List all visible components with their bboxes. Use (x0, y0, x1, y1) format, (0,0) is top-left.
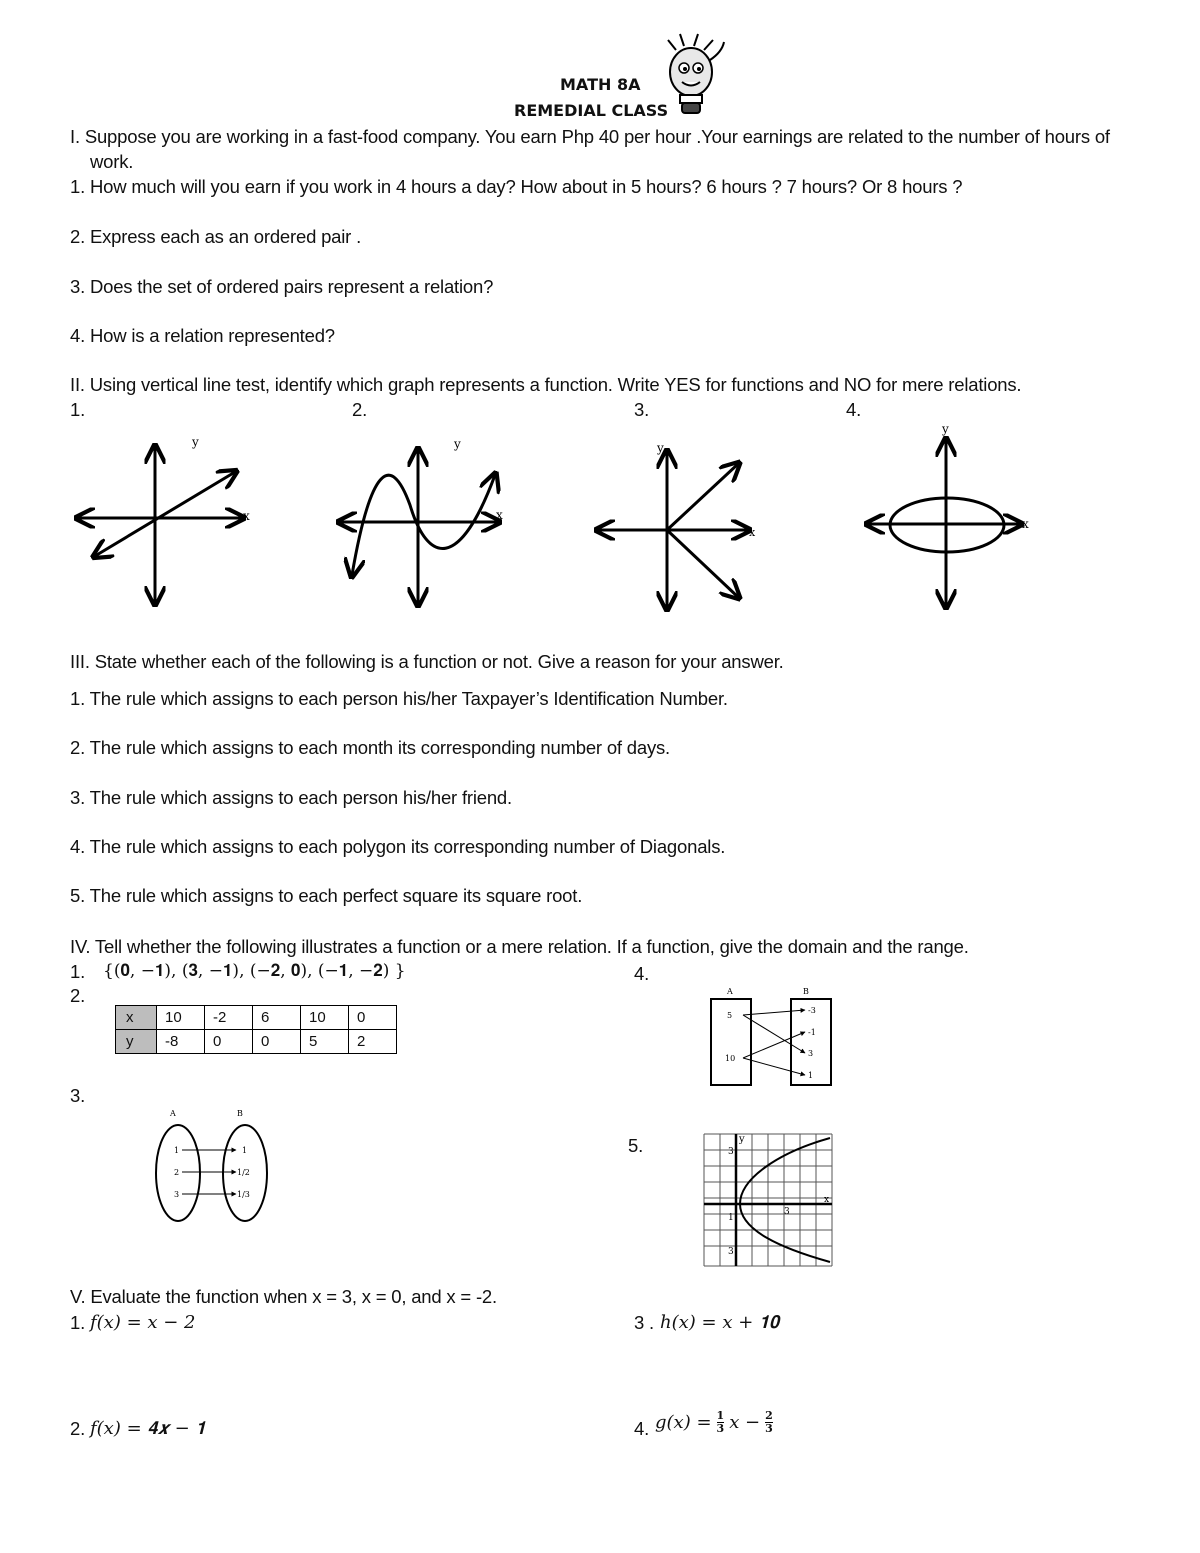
part1-intro-continued: work. (90, 151, 134, 172)
graph-5-x-label: x (824, 1195, 830, 1205)
function-4 (655, 1410, 773, 1435)
mapping-3-domain: 1 (174, 1146, 180, 1155)
table-cell: -8 (157, 1030, 205, 1054)
fraction-numerator: 1 (716, 1409, 725, 1422)
function-1: 𝑓(𝑥) = 𝑥 − 2 (90, 1312, 196, 1333)
part5-instruction: V. Evaluate the function when x = 3, x = 0, and x = -2. (70, 1286, 497, 1307)
graph-label-2: 2. (352, 399, 368, 420)
part3-item-1: 1. The rule which assigns to each person his/her Taxpayer’s Identification Number. (70, 688, 728, 709)
graph-3-absolute-value (598, 441, 756, 608)
mapping-4-range: 3 (808, 1049, 814, 1058)
function-2: 𝑓(𝑥) = 𝟒𝒙 − 𝟏 (90, 1418, 206, 1439)
graph-5-tick-label: 1 (728, 1213, 734, 1223)
mapping-4-range: 1 (808, 1071, 814, 1080)
table-row (116, 1006, 397, 1030)
table-y-header: y (116, 1030, 157, 1054)
fraction (717, 1410, 725, 1435)
function-4-mid: 𝑥 − (729, 1412, 761, 1433)
part1-intro: I. Suppose you are working in a fast-food company. You earn Php 40 per hour .Your earnings are related to the number of hours of (70, 126, 1110, 147)
table-cell: 5 (301, 1030, 349, 1054)
graph-2-x-label: x (496, 508, 503, 522)
page-subtitle: REMEDIAL CLASS (514, 101, 669, 120)
table-cell: 10 (157, 1006, 205, 1030)
graph-label-3: 3. (634, 399, 650, 420)
graph-5-tick-label: 3 (728, 1147, 734, 1157)
part4-item-4-label: 4. (634, 963, 650, 984)
page-title: MATH 8A (560, 75, 641, 94)
graph-3-y-label: y (657, 441, 664, 455)
parabola-grid-graph-5 (700, 1130, 840, 1270)
mapping-3-domain: 3 (174, 1190, 180, 1199)
graph-1-y-label: y (192, 435, 199, 449)
part4-item-1-set: {(𝟎, −𝟏), (𝟑, −𝟏), (−𝟐, 𝟎), (−𝟏, −𝟐) } (103, 961, 406, 981)
table-row (116, 1030, 397, 1054)
part3-item-4: 4. The rule which assigns to each polygon its corresponding number of Diagonals. (70, 836, 726, 857)
part4-instruction: IV. Tell whether the following illustrates a function or a mere relation. If a function, give the domain and the range. (70, 936, 969, 957)
graph-5-tick-label: 3 (784, 1207, 790, 1217)
part4-item-3-label: 3. (70, 1085, 86, 1106)
fraction (765, 1410, 773, 1435)
part1-question-2: 2. Express each as an ordered pair . (70, 226, 362, 247)
table-x-header: x (116, 1006, 157, 1030)
fraction-denominator: 3 (716, 1422, 725, 1435)
graph-5-tick-label: 3 (728, 1247, 734, 1257)
mapping-diagram-3 (150, 1105, 275, 1230)
mapping-4-domain: 5 (727, 1011, 733, 1020)
fraction-numerator: 2 (765, 1409, 773, 1422)
mapping-4-set-a-label: A (727, 987, 733, 996)
function-4-label: 4. (634, 1418, 650, 1439)
mapping-3-set-b-label: B (237, 1109, 243, 1118)
graphs-vertical-line-test (0, 0, 1200, 640)
part4-item-5-label: 5. (628, 1135, 644, 1156)
graph-2-y-label: y (454, 437, 461, 451)
graph-5-y-label: y (739, 1134, 745, 1145)
mapping-4-set-b-label: B (803, 987, 809, 996)
function-4-lhs: 𝑔(𝑥) = (655, 1412, 712, 1433)
part4-item-2-label: 2. (70, 985, 86, 1006)
table-cell: 10 (301, 1006, 349, 1030)
part3-item-3: 3. The rule which assigns to each person his/her friend. (70, 787, 512, 808)
part2-instruction: II. Using vertical line test, identify which graph represents a function. Write YES for functions and NO for mere relations. (70, 374, 1022, 395)
mapping-3-range: 1 (242, 1146, 248, 1155)
part1-question-1: 1. How much will you earn if you work in 4 hours a day? How about in 5 hours? 6 hours ? 7 hours? Or 8 hours ? (70, 176, 963, 197)
mapping-4-range: -3 (808, 1006, 816, 1015)
function-2-label: 2. (70, 1418, 86, 1439)
graph-4-y-label: y (942, 422, 949, 436)
mapping-diagram-4 (705, 985, 840, 1090)
fraction-denominator: 3 (765, 1422, 773, 1435)
table-cell: -2 (205, 1006, 253, 1030)
table-cell: 0 (253, 1030, 301, 1054)
table-cell: 2 (349, 1030, 397, 1054)
part3-item-5: 5. The rule which assigns to each perfect square its square root. (70, 885, 583, 906)
mapping-3-range: 1/2 (237, 1168, 250, 1177)
mapping-4-domain: 10 (725, 1054, 736, 1063)
part4-item-1-label: 1. (70, 961, 86, 982)
graph-1-line (78, 435, 250, 603)
mapping-3-set-a-label: A (170, 1109, 176, 1118)
part3-instruction: III. State whether each of the following is a function or not. Give a reason for your answer. (70, 651, 784, 672)
graph-2-cubic (340, 437, 503, 604)
function-1-label: 1. (70, 1312, 86, 1333)
graph-label-4: 4. (846, 399, 862, 420)
part3-item-2: 2. The rule which assigns to each month its corresponding number of days. (70, 737, 671, 758)
part1-question-3: 3. Does the set of ordered pairs represent a relation? (70, 276, 494, 297)
mapping-3-range: 1/3 (237, 1190, 250, 1199)
part1-question-4: 4. How is a relation represented? (70, 325, 335, 346)
table-cell: 6 (253, 1006, 301, 1030)
table-cell: 0 (205, 1030, 253, 1054)
function-3-label: 3 . (634, 1312, 654, 1333)
xy-table (115, 1005, 397, 1054)
mapping-4-range: -1 (808, 1028, 816, 1037)
graph-label-1: 1. (70, 399, 86, 420)
graph-4-x-label: x (1022, 517, 1029, 531)
graph-4-ellipse (868, 422, 1029, 606)
graph-1-x-label: x (243, 509, 250, 523)
table-cell: 0 (349, 1006, 397, 1030)
function-3: ℎ(𝑥) = 𝑥 + 𝟏𝟎 (660, 1312, 780, 1333)
mapping-3-domain: 2 (174, 1168, 180, 1177)
graph-3-x-label: x (749, 526, 756, 539)
